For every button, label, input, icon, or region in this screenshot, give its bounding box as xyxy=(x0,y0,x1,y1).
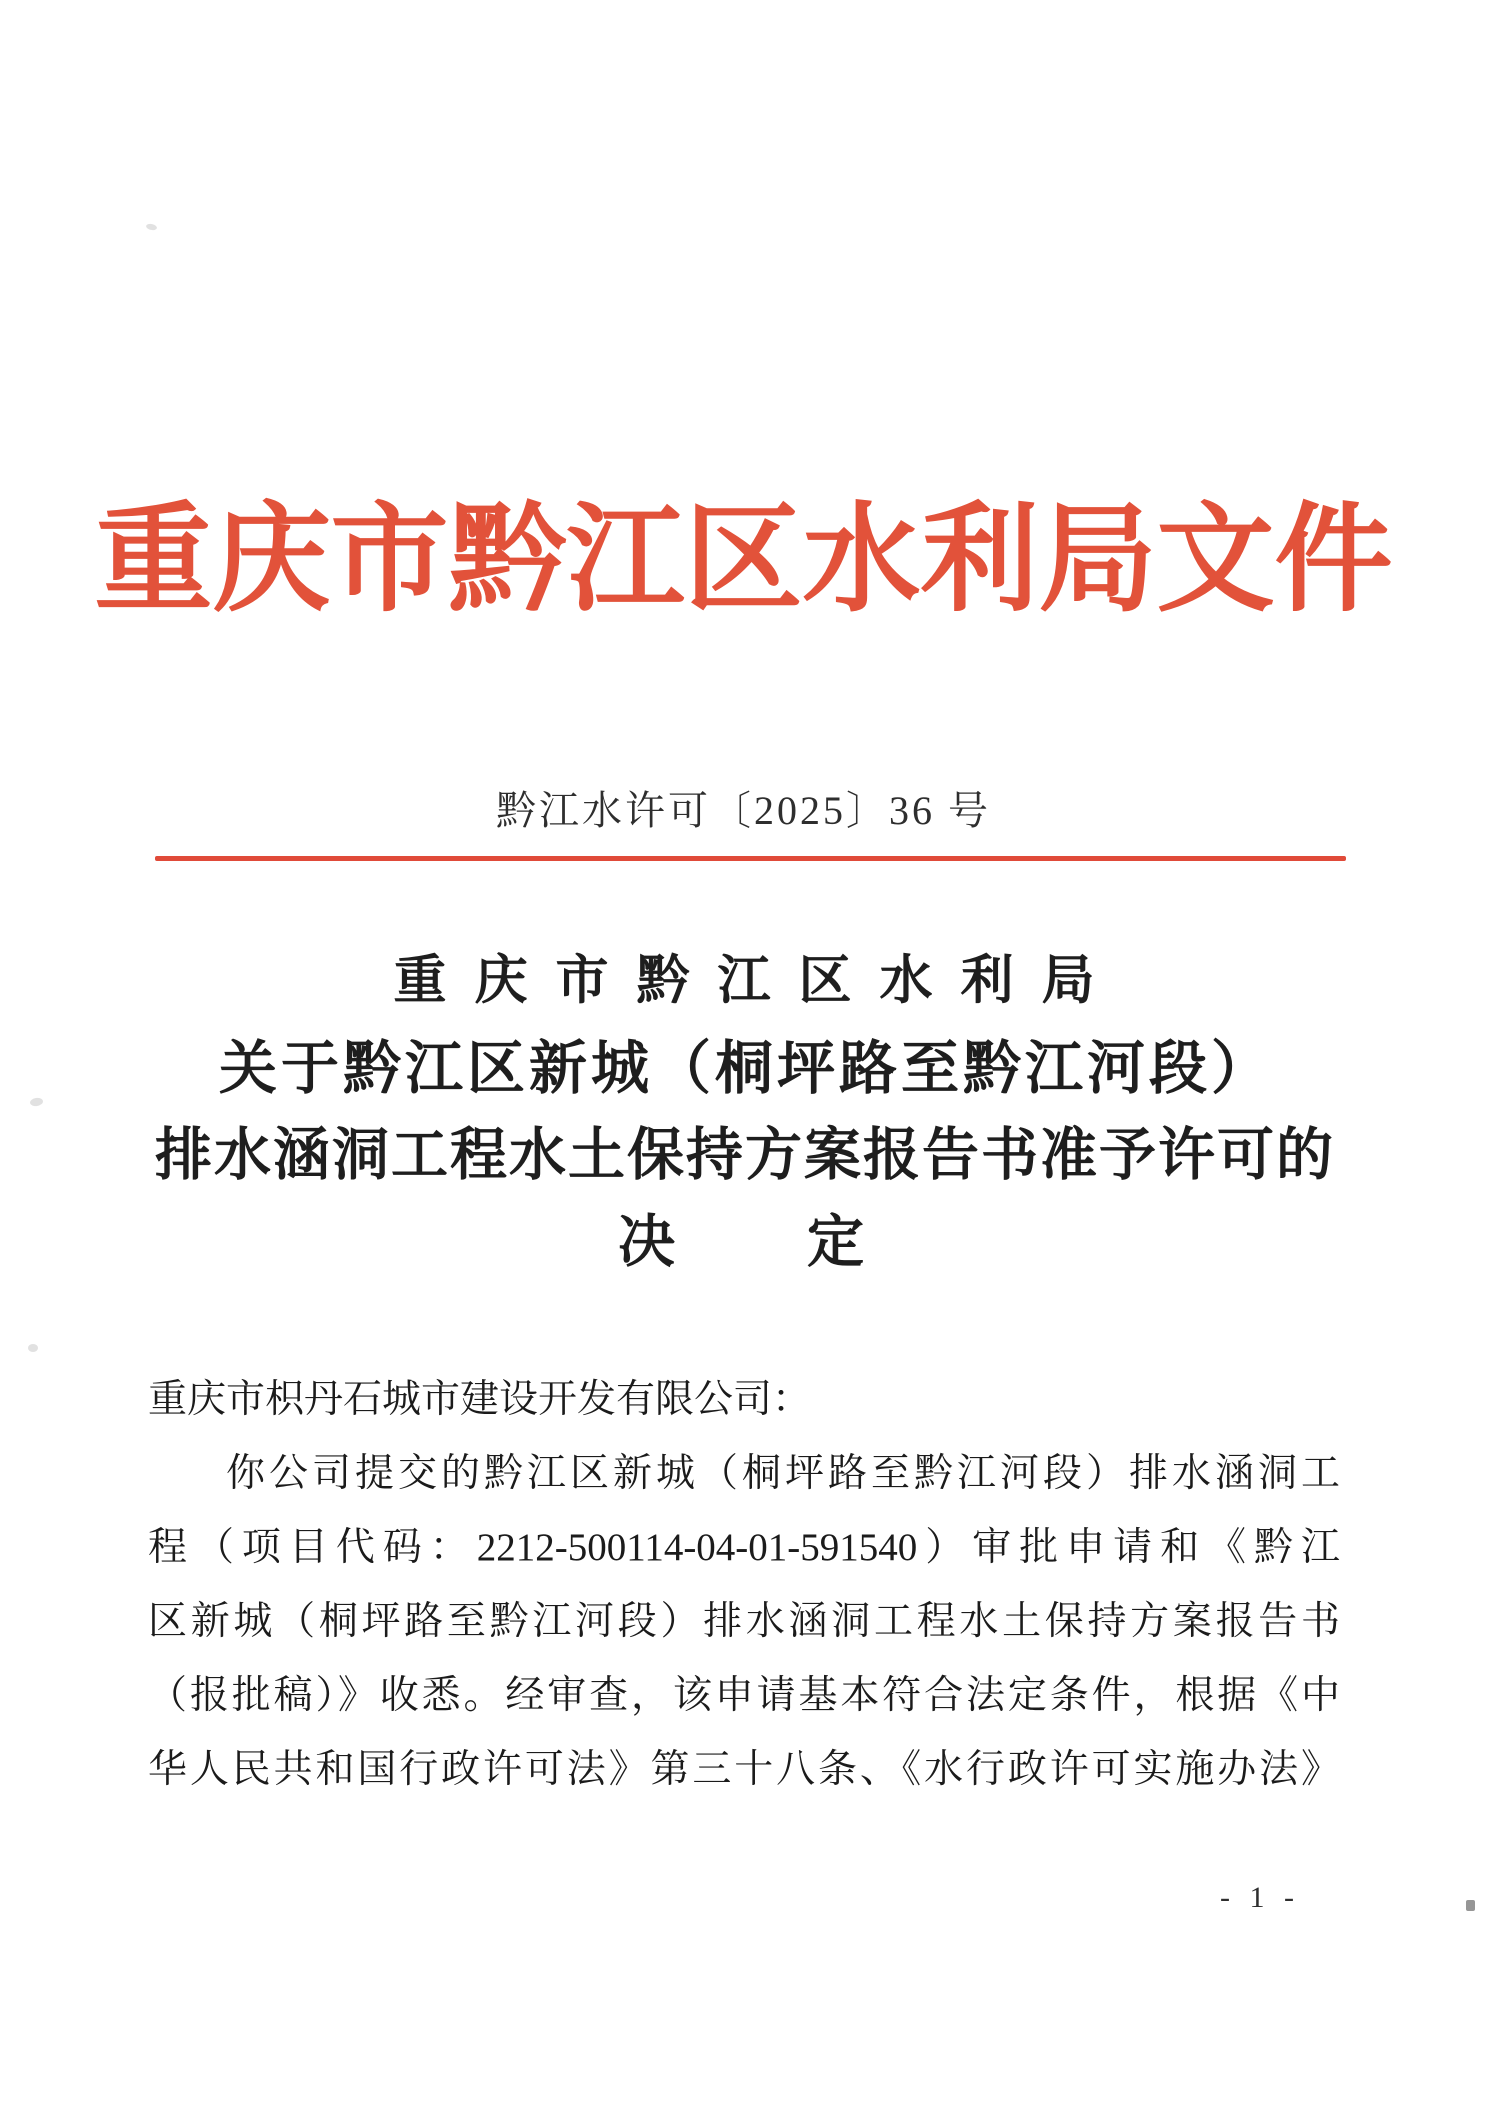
title-line-issuer: 重庆市黔江区水利局 xyxy=(393,952,1123,1010)
document-title xyxy=(148,938,1340,1286)
title-line-subject-2: 排水涵洞工程水土保持方案报告书准予许可的 xyxy=(155,1124,1335,1187)
scan-speck xyxy=(30,1097,44,1107)
title-line-subject-1: 关于黔江区新城（桐坪路至黔江河段） xyxy=(218,1036,1273,1101)
title-line-decision: 决 定 xyxy=(618,1211,870,1274)
red-divider-line xyxy=(155,856,1346,861)
scan-speck xyxy=(28,1344,38,1352)
letterhead-masthead: 重庆市黔江区水利局文件 xyxy=(94,495,1393,626)
body-paragraph-line: （报批稿）》收悉。经审查，该申请基本符合法定条件，根据《中 xyxy=(148,1674,1340,1717)
scan-speck xyxy=(1466,1900,1475,1911)
salutation-line: 重庆市枳丹石城市建设开发有限公司： xyxy=(148,1378,812,1421)
scan-speck xyxy=(145,223,157,231)
body-paragraph-line: 你公司提交的黔江区新城（桐坪路至黔江河段）排水涵洞工 xyxy=(226,1452,1340,1495)
document-number: 黔江水许可〔2025〕36 号 xyxy=(496,788,991,833)
page-number: - 1 - xyxy=(1220,1881,1300,1914)
body-paragraph-line: 程（项目代码：2212-500114-04-01-591540）审批申请和《黔江 xyxy=(148,1526,1340,1569)
body-paragraph-line: 区新城（桐坪路至黔江河段）排水涵洞工程水土保持方案报告书 xyxy=(148,1600,1340,1643)
document-body xyxy=(148,1363,1340,1807)
body-paragraph-line: 华人民共和国行政许可法》第三十八条、《水行政许可实施办法》 xyxy=(148,1748,1340,1791)
